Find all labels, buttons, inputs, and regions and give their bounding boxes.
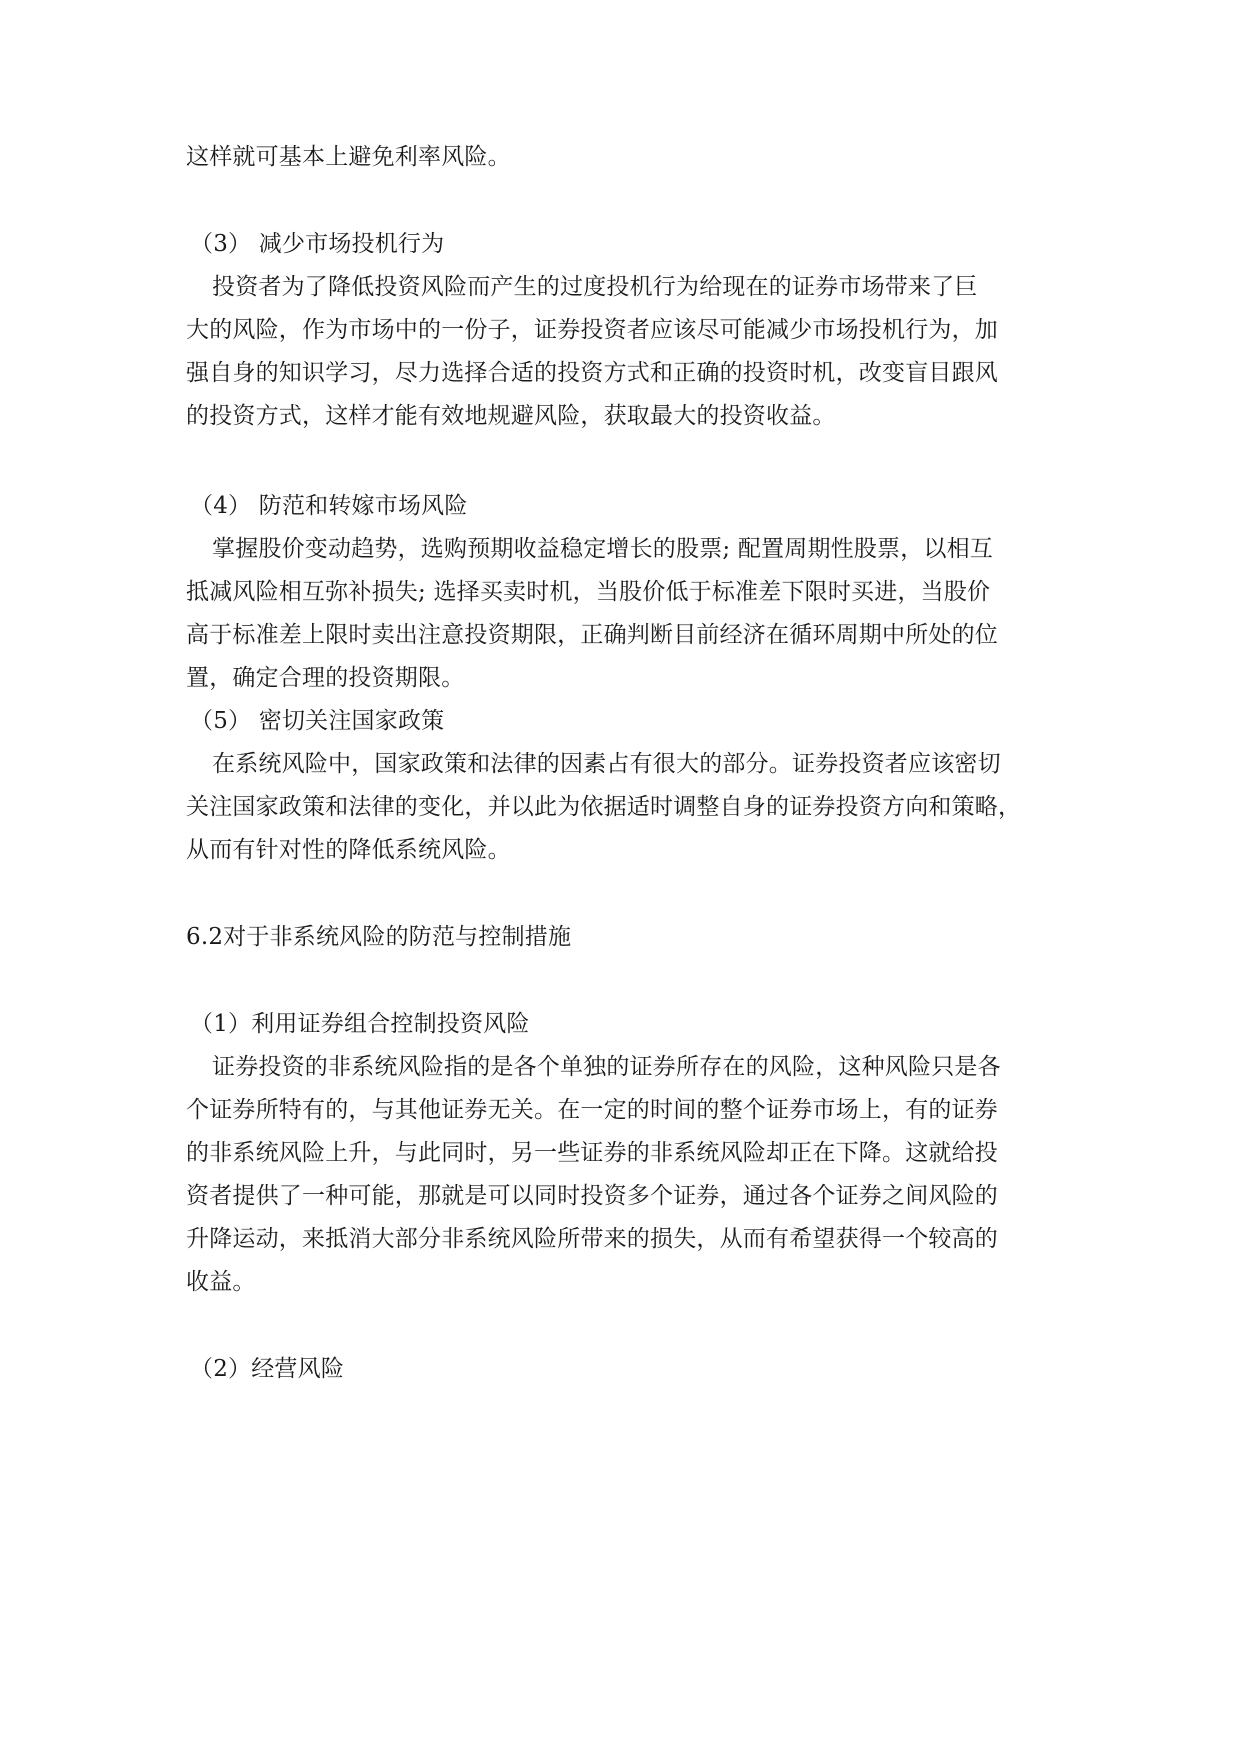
subheading-2: （2）经营风险 — [190, 1356, 345, 1382]
paragraph-line: 证券投资的非系统风险指的是各个单独的证券所存在的风险，这种风险只是各 — [212, 1054, 1001, 1080]
paragraph-line: 的非系统风险上升，与此同时，另一些证券的非系统风险却正在下降。这就给投 — [186, 1140, 998, 1166]
section-heading-6-2: 6.2对于非系统风险的防范与控制措施 — [186, 924, 572, 950]
paragraph-line: 资者提供了一种可能，那就是可以同时投资多个证券，通过各个证券之间风险的 — [186, 1183, 998, 1209]
paragraph-line: 置，确定合理的投资期限。 — [186, 665, 465, 691]
paragraph-line: 个证券所特有的，与其他证券无关。在一定的时间的整个证券市场上，有的证券 — [186, 1097, 998, 1123]
paragraph-line: 的投资方式，这样才能有效地规避风险，获取最大的投资收益。 — [186, 403, 836, 429]
paragraph-line: 强自身的知识学习，尽力选择合适的投资方式和正确的投资时机，改变盲目跟风 — [186, 360, 998, 386]
subheading-5: （5） 密切关注国家政策 — [190, 708, 445, 734]
paragraph-line: 高于标准差上限时卖出注意投资期限，正确判断目前经济在循环周期中所处的位 — [186, 622, 998, 648]
paragraph-line: 投资者为了降低投资风险而产生的过度投机行为给现在的证券市场带来了巨 — [212, 274, 978, 300]
paragraph-line: 收益。 — [186, 1269, 256, 1295]
paragraph-line: 关注国家政策和法律的变化，并以此为依据适时调整自身的证券投资方向和策略， — [186, 794, 1022, 820]
paragraph-line: 从而有针对性的降低系统风险。 — [186, 837, 511, 863]
paragraph-line: 掌握股价变动趋势，选购预期收益稳定增长的股票; 配置周期性股票，以相互 — [212, 536, 994, 562]
subheading-4: （4） 防范和转嫁市场风险 — [190, 493, 468, 519]
subheading-3: （3） 减少市场投机行为 — [190, 231, 445, 257]
paragraph-line: 抵减风险相互弥补损失; 选择买卖时机，当股价低于标准差下限时买进，当股价 — [186, 579, 991, 605]
paragraph-line: 大的风险，作为市场中的一份子，证券投资者应该尽可能减少市场投机行为，加 — [186, 317, 998, 343]
paragraph-line: 这样就可基本上避免利率风险。 — [186, 144, 511, 170]
paragraph-line: 在系统风险中，国家政策和法律的因素占有很大的部分。证券投资者应该密切 — [212, 751, 1001, 777]
paragraph-line: 升降运动，来抵消大部分非系统风险所带来的损失，从而有希望获得一个较高的 — [186, 1226, 998, 1252]
subheading-1: （1）利用证券组合控制投资风险 — [190, 1011, 530, 1037]
